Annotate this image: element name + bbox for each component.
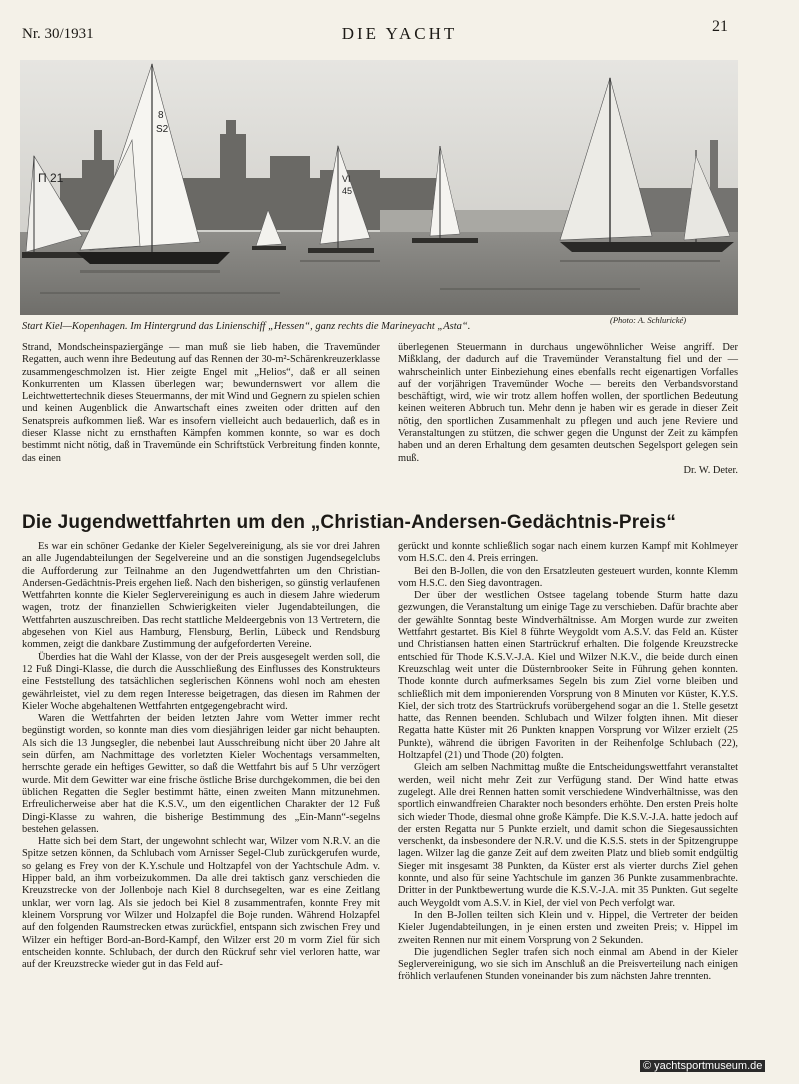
photo-credit: (Photo: A. Schlurické)	[610, 315, 687, 325]
paragraph: Waren die Wettfahrten der beiden letzten Jahre vom Wetter immer recht begünstigt worden, so konnte man dies vom diesjährigen leider gar nicht behaupten. Als sich die 13 Jungsegler, die nebenbei laut Ausschreibung nicht über 20 Jahre alt sein dürfen, am Nachmittage des vorletzten Kieler Wochentags versammelten, herrschte gerade ein heftiges Gewitter, so daß die Wettfahrt bis auf 5 Uhr verzögert wurde. Mit dem Gewitter war eine frische östliche Brise durchgekommen, die bei den üblichen Regatten die Segler bestimmt hätte, einen zweiten Mann mitzunehmen. Erfreulicherweise aber hat die K.S.V., um den eigentlichen Charakter der 12 Fuß Dingi-Klasse zu wahren, die bisherige Bestimmung des „Ein-Mann“-segelns bestehen gelassen.	[22, 713, 380, 835]
paragraph: Überdies hat die Wahl der Klasse, von der der Preis ausgesegelt werden soll, die 12 Fuß Dingi-Klasse, die durch die Ausschließung des Einflusses des Konstrukteurs eine Feststellung des tatsächlichen seglerischen Könnens wohl noch am ehesten gewährleistet, viel zu dem regen Interesse beigetragen, das diesen im Rahmen der Kieler Woche abgehaltenen Wettfahrten entgegengebracht wird.	[22, 651, 380, 712]
svg-text:45: 45	[342, 186, 353, 196]
photo-caption: Start Kiel—Kopenhagen. Im Hintergrund das Linienschiff „Hessen“, ganz rechts die Marineyacht „Asta“.	[22, 321, 471, 332]
article-left-column	[22, 541, 380, 971]
issue-number: Nr. 30/1931	[22, 26, 94, 42]
article-title: Die Jugendwettfahrten um den „Christian-Andersen-Gedächtnis-Preis“	[22, 512, 677, 533]
regatta-start-photo	[20, 60, 738, 315]
previous-article-left-column	[22, 342, 380, 465]
paragraph: Es war ein schöner Gedanke der Kieler Segelvereinigung, als sie vor drei Jahren an alle Jugendabteilungen der Segelvereine und an die sonstigen Jugendsegelclubs die Aufforderung zur Teilnahme an den Jugendwettfahrten um den Christian-Andersen-Gedächtnis-Preis ergehen ließ. Nach den bisherigen, so günstig verlaufenen Wettfahrten konnte die Kieler Seglervereinigung es auch in diesem Jahre wiederum wagen, trotz der finanziellen Schwierigkeiten vieler Jugendabteilungen, die Wettfahrten auszuschreiben. Das recht stattliche Meldeergebnis von 13 Vertretern, die abgesehen von Kiel aus Hamburg, Flensburg, Berlin, Lübeck und Rendsburg kommen, zeigt die dankbare Zustimmung der aufgeforderten Vereine.	[22, 541, 380, 651]
paragraph: überlegenen Steuermann in durchaus ungewöhnlicher Weise angriff. Der Mißklang, der dadurch auf die Travemünder Veranstaltung fiel und der — wahrscheinlich unter Einbeziehung eines ebenfalls recht eigenartigen Vorfalles auf der vorjährigen Travemünder Woche — bereits den Verbandsvorstand beschäftigt, wird, wie wir trotz allem hoffen wollen, der sportlichen Bedeutung keinen weiteren Abbruch tun. Mehr denn je haben wir es gerade in dieser Zeit nötig, den sportlichen Zusammenhalt zu pflegen und auch jene Reviere und Veranstaltungen zu stützen, die schwer gegen die Ungunst der Zeit zu kämpfen haben und an deren Erhaltung dem gesamten deutschen Segelsport gelegen sein muß.	[398, 342, 738, 464]
paragraph: gerückt und konnte schließlich sogar nach einem kurzen Kampf mit Kohlmeyer vom H.S.C. den 4. Preis erringen.	[398, 541, 738, 565]
paragraph: Der über der westlichen Ostsee tagelang tobende Sturm hatte dazu gezwungen, die Veranstaltung um einige Tage zu verschieben. Dafür brachte aber der gewählte Sonntag beste Windverhältnisse. Am Morgen wurde zur zweiten Wettfahrt gestartet. Bis Kiel 8 führte Weygoldt vom A.S.V. das Feld an. Küster und Christiansen hatten einen Startrückruf erhalten. Die folgende Kreuzstrecke entschied für Thode K.S.V.-J.A. Kiel und Wilzer N.K.V., die beide durch einen Kreuzschlag weit unter die Düsternbrooker Seite in Führung gehen konnten. Thode konnte durch aufmerksames Segeln bis zum Ziel vorne bleiben und schließlich mit dem imponierenden Vorsprung von 8 Minuten vor Küster, K.Y.S. Kiel, der sich trotz des Startrückrufs vorübergehend sogar an die 1. Stelle gesetzt hatte, das Rennen beenden. Schlubach und Wilzer folgten ihnen. Mit dieser Regatta hatte Küster mit 26 Punkten knappen Vorsprung vor Wilzer erzielt (25 Punkte), während die übrigen Favoriten in der Reihenfolge Schlubach (22), Holtzapfel (21) und Thode (20) folgten.	[398, 590, 738, 762]
svg-text:8: 8	[158, 110, 164, 121]
article-right-column	[398, 541, 738, 984]
svg-text:Π 21: Π 21	[38, 171, 64, 185]
svg-text:VI: VI	[342, 174, 351, 184]
paragraph: In den B-Jollen teilten sich Klein und v. Hippel, die Vertreter der beiden Kieler Jugendabteilungen, in je einen ersten und zweiten Preis; v. Hippel im zweiten Rennen nur mit einem Vorsprung von 2 Sekunden.	[398, 909, 738, 946]
article-author: Dr. W. Deter.	[683, 464, 738, 476]
page-number: 21	[712, 18, 728, 35]
paragraph: Bei den B-Jollen, die von den Ersatzleuten gesteuert wurden, konnte Klemm vom H.S.C. den Sieg davontragen.	[398, 565, 738, 589]
paragraph: Strand, Mondscheinspaziergänge — man muß sie lieb haben, die Travemünder Regatten, auch wenn ihre Bedeutung auf das Rennen der 30-m²-Schärenkreuzerklasse zusammengeschmolzen ist. Hier zeigte Engel mit „Helios“, daß er all seinen Konkurrenten um Klassen überlegen war; bewundernswert vor allem die Leichtwettertechnik dieses Steuermanns, der mit Wind und Gegnern zu spielen schien und keinen Augenblick die Anwartschaft eines zweiten oder dritten auf den Senatspreis aufkommen ließ. War es insofern vielleicht auch bedauerlich, daß es in dieser Klasse nicht zu ernsthaften Kämpfen kommen konnte, so war es doch bestimmt nicht nötig, daß in Travemünde ein Schriftstück Verbreitung finden konnte, das einen	[22, 342, 380, 464]
magazine-title: DIE YACHT	[341, 24, 458, 43]
paragraph: Die jugendlichen Segler trafen sich noch einmal am Abend in der Kieler Seglervereinigung, wo sie sich im Anschluß an die Preisverteilung nach einigen fröhlich verlaufenen Stunden voneinander bis zum nächsten Jahre trennten.	[398, 946, 738, 983]
museum-watermark: © yachtsportmuseum.de	[640, 1060, 765, 1072]
paragraph: Hatte sich bei dem Start, der ungewohnt schlecht war, Wilzer vom N.R.V. an die Spitze setzen können, da Schlubach vom Arnisser Segel-Club zurückgerufen wurde, so gelang es Frey von der K.Y.schule und Holtzapfel von der Yachtschule Adm. v. Hipper bald, an ihm vorbeizukommen. Da alle drei taktisch ganz verschieden die Kreuzstrecke von der Jollenboje nach Kiel 8 durchsegelten, war es eine Zeitlang unklar, wer vorn lag. Als sie jedoch bei Kiel 8 zusammentrafen, konnte Frey mit kleinem Vorsprung vor Wilzer und Holzapfel die Boje runden. Während Holzapfel auf den folgenden Raumstrecken etwas zurückfiel, entspann sich zwischen Frey und Wilzer ein heftiger Bord-an-Bord-Kampf, den Wilzer erst 20 m vorm Ziel für sich entscheiden konnte. Schlubach, der durch den Rückruf sehr viel verloren hatte, war auf der Kreuzstrecke wieder gut in das Feld auf-	[22, 836, 380, 971]
paragraph: Gleich am selben Nachmittag mußte die Entscheidungswettfahrt veranstaltet werden, weil nicht mehr Zeit zur Verfügung stand. Der Wind hatte etwas zugelegt. Alle drei Rennen hatten somit verschiedene Windverhältnisse, was den sportlich einwandfreien Charakter noch besonders erhöhte. Den ersten Preis holte sich wieder Thode, diesmal ohne große Kämpfe. Die K.S.V.-J.A. hatte jedoch auf der ersten Regatta nur 5 Punkte erzielt, und damit schon die Siegesaussichten verschenkt, da insbesondere der N.R.V. und die K.S.S. stets in der Spitzengruppe lagen. Wilzer lag die ganze Zeit auf dem zweiten Platz und blieb somit endgültig Sieger mit insgesamt 38 Punkten, da Küster erst als vierter durchs Ziel gehen konnte, und also für seine Yachtschule im ganzen 36 Punkte zusammenbrachte. Dritter in der Punktbewertung wurde die K.S.V.-J.A. mit 35 Punkten. Gut segelte auch Weygoldt vom A.S.V. in Kiel, der viel von Pech verfolgt war.	[398, 762, 738, 909]
svg-text:S2: S2	[156, 124, 169, 135]
previous-article-right-column	[398, 342, 738, 477]
